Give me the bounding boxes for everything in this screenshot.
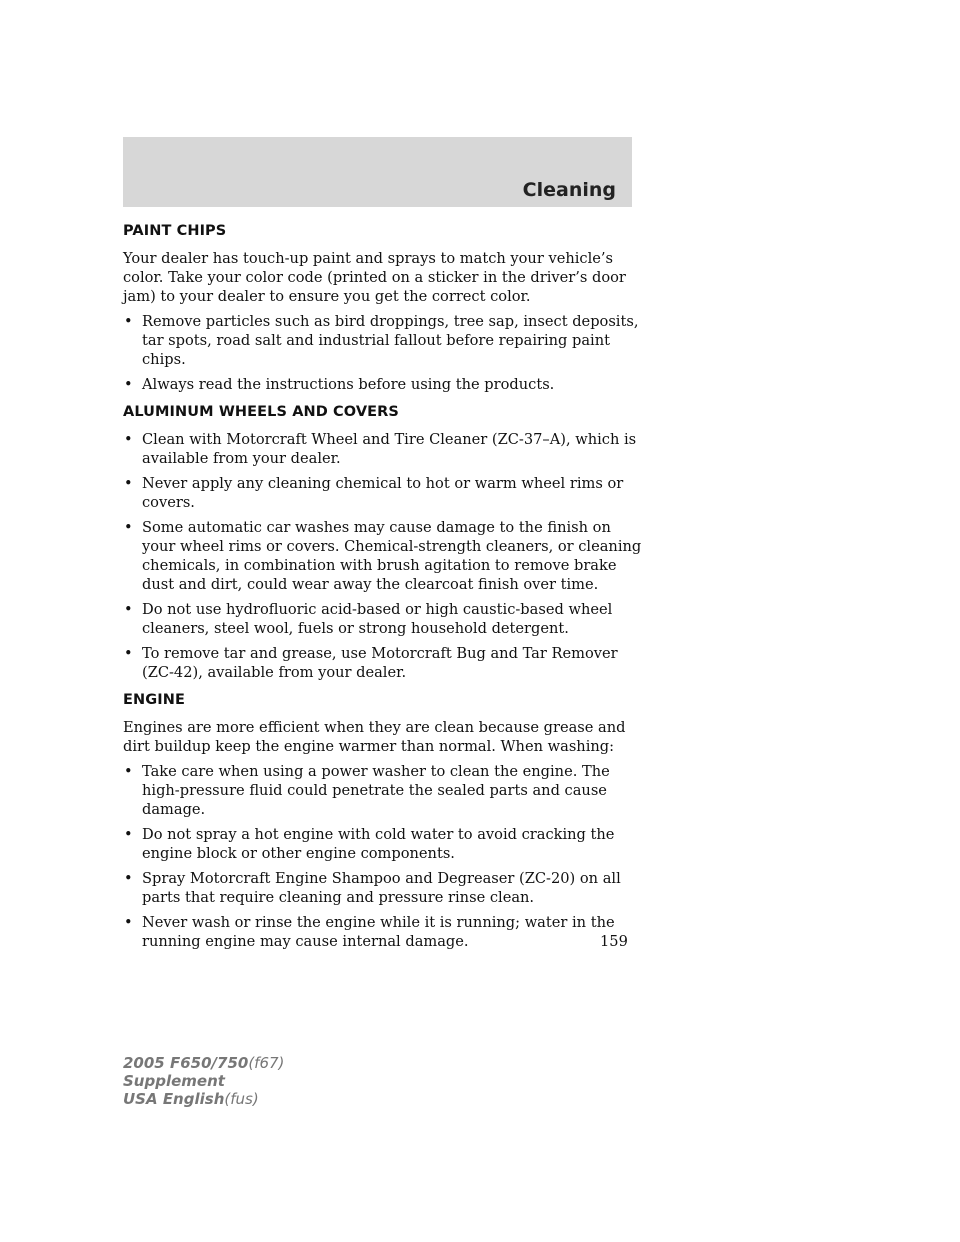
list-item-text: Never wash or rinse the engine while it is running; water in the running engine may cause internal damage. [142,914,615,950]
list-item-text: Some automatic car washes may cause damage to the finish on your wheel rims or covers. Chemical-strength cleaners, or cleaning chemicals, in combination with brush agitation to remove brake dust and dirt, could wear away the clearcoat finish over time. [142,519,642,593]
footer-supplement: Supplement [123,1072,225,1090]
list-item-text: Spray Motorcraft Engine Shampoo and Degreaser (ZC-20) on all parts that require cleaning and pressure rinse clean. [142,870,621,906]
footer-model: 2005 F650/750 [123,1054,249,1072]
footer-model-code: (f67) [248,1054,285,1072]
list-item [123,762,643,819]
bullet-glyph: • [124,601,133,618]
bullet-glyph: • [124,431,133,448]
bullet-glyph: • [124,763,133,780]
list-item [123,644,643,682]
page-number: 159 [600,933,628,950]
bullet-glyph: • [124,475,133,492]
list-item [123,913,643,951]
list-item [123,375,643,394]
list-item [123,518,643,594]
bullet-glyph: • [124,914,133,931]
list-item-text: Take care when using a power washer to clean the engine. The high-pressure fluid could penetrate the sealed parts and cause damage. [142,763,610,818]
paint-chips-list [123,312,643,394]
footer-language: USA English [123,1090,225,1108]
list-item [123,825,643,863]
list-item-text: Do not use hydrofluoric acid-based or high caustic-based wheel cleaners, steel wool, fuels or strong household detergent. [142,601,613,637]
footer-language-code: (fus) [224,1090,259,1108]
list-item [123,312,643,369]
footer-line-supplement [123,1072,284,1090]
heading-paint-chips: PAINT CHIPS [123,223,227,239]
list-item-text: Do not spray a hot engine with cold water to avoid cracking the engine block or other engine components. [142,826,615,862]
list-item [123,869,643,907]
list-item [123,430,643,468]
bullet-glyph: • [124,826,133,843]
heading-engine: ENGINE [123,692,185,708]
bullet-glyph: • [124,519,133,536]
document-footer [123,1054,284,1108]
aluminum-wheels-list [123,430,643,682]
paint-chips-intro: Your dealer has touch-up paint and sprays to match your vehicle’s color. Take your color code (printed on a sticker in the driver’s door jam) to your dealer to ensure you get the correct color. [123,250,626,305]
list-item-text: To remove tar and grease, use Motorcraft Bug and Tar Remover (ZC-42), available from your dealer. [142,645,618,681]
list-item-text: Never apply any cleaning chemical to hot or warm wheel rims or covers. [142,475,624,511]
list-item [123,600,643,638]
section-title: Cleaning [522,179,616,201]
list-item-text: Remove particles such as bird droppings, tree sap, insect deposits, tar spots, road salt and industrial fallout before repairing paint chips. [142,313,639,368]
section-header-band [123,137,632,207]
engine-list [123,762,643,951]
engine-intro: Engines are more efficient when they are clean because grease and dirt buildup keep the engine warmer than normal. When washing: [123,719,626,755]
page-content [123,222,643,960]
bullet-glyph: • [124,376,133,393]
heading-aluminum-wheels: ALUMINUM WHEELS AND COVERS [123,404,399,420]
list-item-text: Always read the instructions before using the products. [142,376,555,393]
footer-line-language [123,1090,284,1108]
bullet-glyph: • [124,870,133,887]
footer-line-model [123,1054,284,1072]
list-item-text: Clean with Motorcraft Wheel and Tire Cleaner (ZC-37–A), which is available from your dealer. [142,431,637,467]
bullet-glyph: • [124,313,133,330]
list-item [123,474,643,512]
bullet-glyph: • [124,645,133,662]
